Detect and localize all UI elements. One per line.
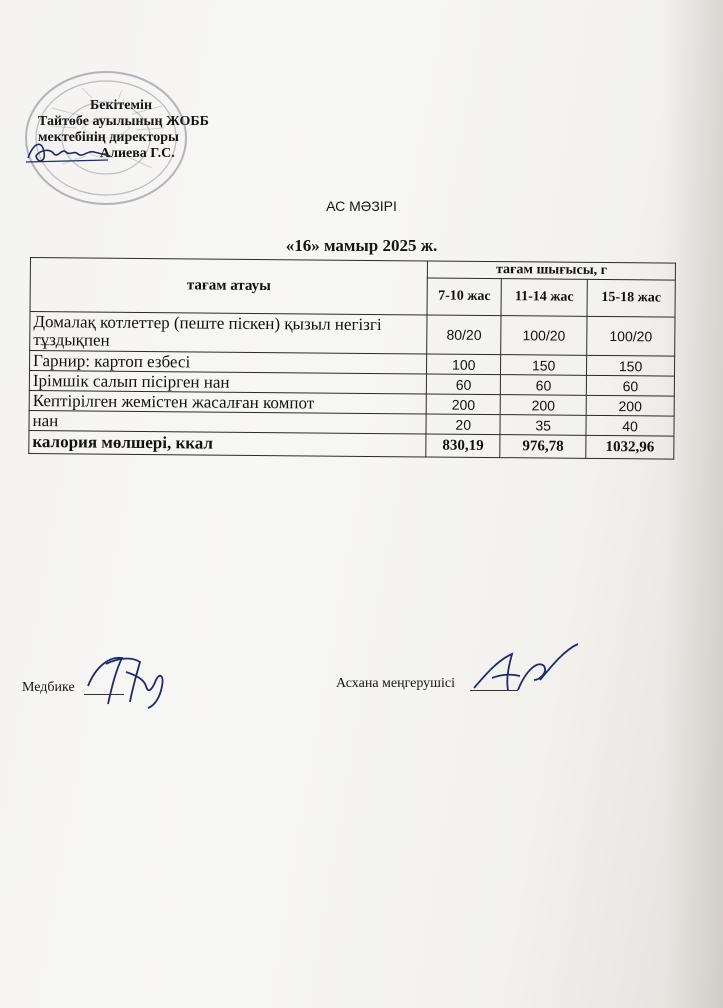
dish-name: Домалақ котлеттер (пеште піскен) қызыл негізгі тұздықпен: [30, 312, 428, 354]
total-value: 1032,96: [586, 435, 674, 459]
chef-label: Асхана меңгерушісі: [336, 676, 455, 691]
director-signature: [24, 136, 114, 168]
approval-line-4: Алиева Г.С.: [100, 146, 175, 161]
header-age-3: 15-18 жас: [587, 279, 675, 317]
page-title: АС МӘЗІРІ: [326, 198, 397, 214]
total-value: 976,78: [500, 435, 586, 459]
dish-value: 200: [500, 395, 586, 416]
dish-name: нан: [29, 410, 426, 433]
dish-value: 100/20: [501, 316, 587, 356]
menu-table: [28, 257, 676, 460]
header-age-2: 11-14 жас: [501, 279, 587, 317]
dish-value: 150: [587, 355, 675, 376]
page-edge-shadow: [663, 0, 723, 1008]
total-value: 830,19: [426, 434, 500, 458]
dish-value: 40: [586, 415, 674, 436]
header-row: [30, 258, 675, 281]
nurse-label: Медбике: [22, 680, 75, 695]
approval-line-2: Тайтөбе ауылының ЖОББ: [38, 114, 209, 129]
chef-signature: [468, 640, 590, 700]
dish-value: 35: [500, 415, 586, 436]
dish-name: Ірімшік салып пісірген нан: [29, 371, 426, 394]
table-row: [30, 312, 675, 357]
total-label: калория мөлшері, ккал: [29, 430, 426, 456]
header-dish-name: тағам атауы: [30, 258, 428, 315]
dish-value: 200: [586, 395, 674, 416]
approval-line-1: Бекітемін: [90, 98, 153, 113]
dish-value: 60: [586, 375, 674, 396]
total-row: [29, 430, 674, 459]
dish-name: Гарнир: картоп езбесі: [30, 351, 427, 374]
nurse-signature: [82, 646, 172, 716]
dish-value: 60: [500, 375, 586, 396]
dish-value: 150: [501, 355, 587, 376]
menu-date: «16» мамыр 2025 ж.: [285, 236, 438, 255]
dish-value: 200: [426, 394, 500, 415]
dish-value: 60: [427, 374, 501, 395]
approval-line-3: мектебінің директоры: [38, 130, 179, 145]
dish-name: Кептірілген жемістен жасалған компот: [29, 390, 426, 413]
dish-value: 100: [427, 354, 501, 375]
dish-value: 80/20: [427, 315, 501, 355]
dish-value: 20: [426, 414, 500, 435]
dish-value: 100/20: [587, 316, 675, 356]
header-output: тағам шығысы, г: [428, 261, 676, 280]
header-age-1: 7-10 жас: [427, 278, 501, 316]
